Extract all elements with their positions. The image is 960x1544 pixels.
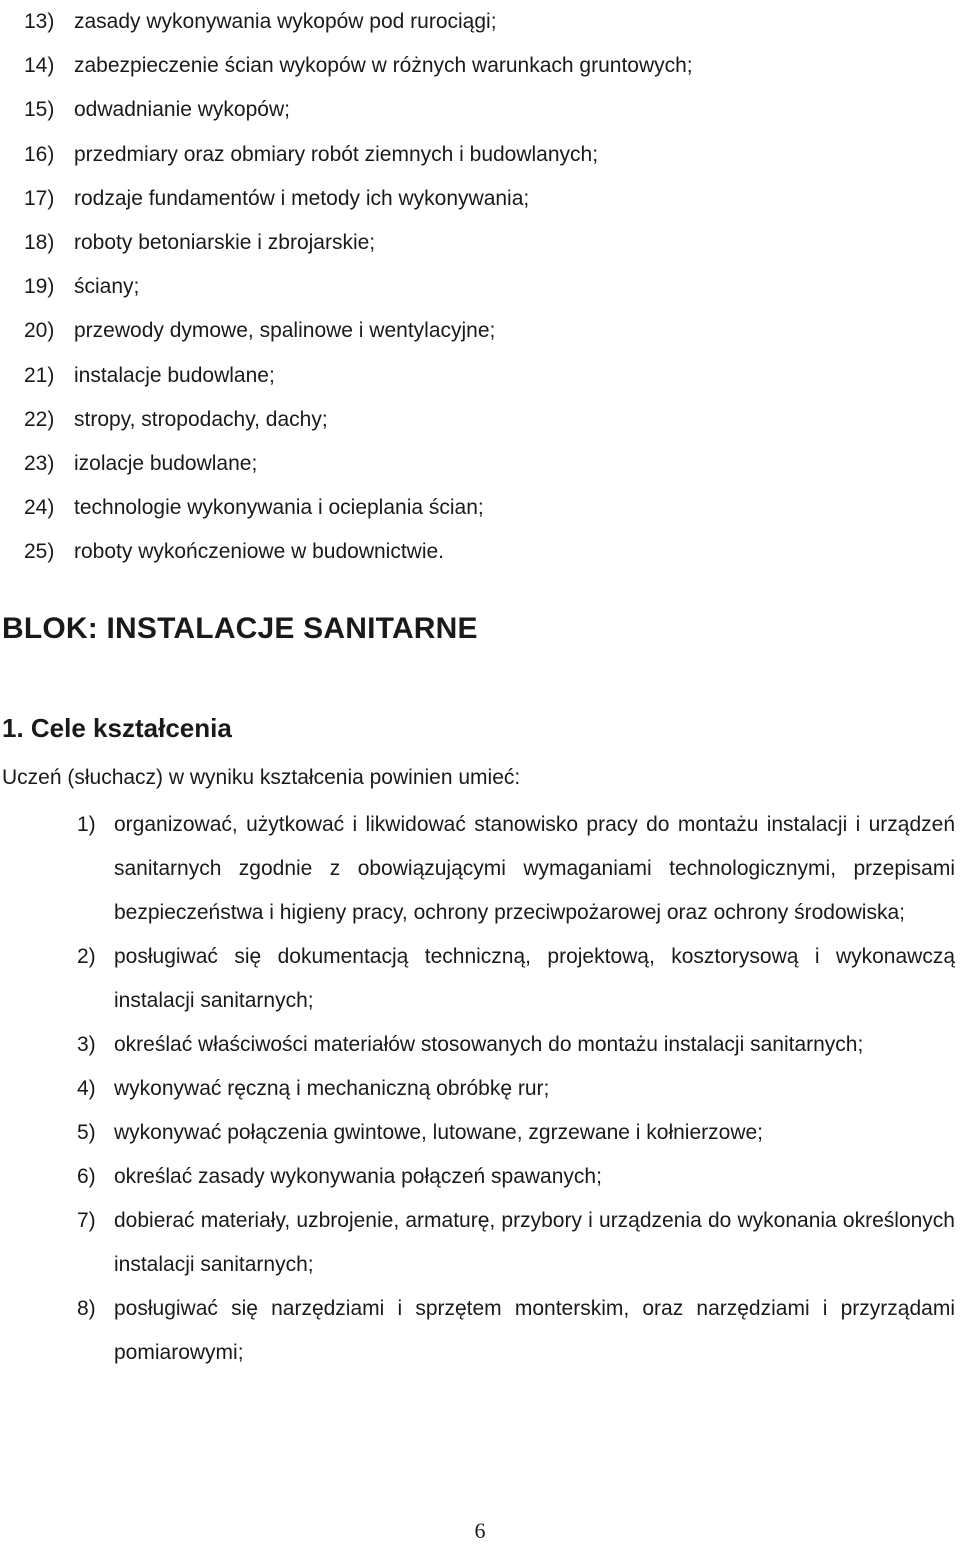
list-item-text: stropy, stropodachy, dachy;	[74, 407, 328, 431]
page-number: 6	[474, 1518, 486, 1543]
goal-item	[77, 935, 955, 1023]
topics-list	[24, 0, 693, 574]
goal-text: posługiwać się dokumentacją techniczną, projektową, kosztorysową i wykonawczą instalacji sanitarnych;	[114, 945, 955, 1012]
list-item-number: 20)	[24, 319, 55, 343]
goal-text: wykonywać połączenia gwintowe, lutowane, zgrzewane i kołnierzowe;	[114, 1121, 764, 1144]
goal-number: 8)	[77, 1297, 96, 1320]
block-heading: BLOK: INSTALACJE SANITARNE	[2, 612, 478, 645]
goal-text: wykonywać ręczną i mechaniczną obróbkę rur;	[114, 1077, 550, 1100]
list-item-number: 17)	[24, 186, 55, 210]
goals-list	[77, 803, 955, 1375]
list-item-text: izolacje budowlane;	[74, 451, 258, 475]
list-item	[24, 88, 693, 132]
list-item	[24, 0, 693, 44]
list-item-number: 16)	[24, 142, 55, 166]
goal-text: określać właściwości materiałów stosowanych do montażu instalacji sanitarnych;	[114, 1033, 864, 1056]
list-item-text: odwadnianie wykopów;	[74, 98, 290, 122]
goal-item	[77, 1287, 955, 1375]
goal-number: 5)	[77, 1121, 96, 1144]
list-item-number: 25)	[24, 540, 55, 564]
goal-item	[77, 1155, 955, 1199]
goal-number: 6)	[77, 1165, 96, 1188]
goal-text: posługiwać się narzędziami i sprzętem monterskim, oraz narzędziami i przyrządami pomiarowymi;	[114, 1297, 955, 1364]
list-item-text: roboty wykończeniowe w budownictwie.	[74, 540, 445, 564]
list-item-number: 24)	[24, 496, 55, 520]
list-item-text: technologie wykonywania i ocieplania ścian;	[74, 496, 484, 520]
list-item	[24, 354, 693, 398]
list-item	[24, 44, 693, 88]
goal-item	[77, 1111, 955, 1155]
list-item	[24, 442, 693, 486]
goal-text: organizować, użytkować i likwidować stanowisko pracy do montażu instalacji i urządzeń sanitarnych zgodnie z obowiązującymi wymaganiami technologicznymi, przepisami bezpieczeństwa i higieny pracy, ochrony przeciwpożarowej oraz ochrony środowiska;	[114, 813, 955, 924]
list-item-text: rodzaje fundamentów i metody ich wykonywania;	[74, 186, 530, 210]
list-item	[24, 133, 693, 177]
list-item-text: przewody dymowe, spalinowe i wentylacyjne;	[74, 319, 496, 343]
list-item-number: 13)	[24, 10, 55, 33]
list-item-text: roboty betoniarskie i zbrojarskie;	[74, 230, 376, 254]
list-item	[24, 265, 693, 309]
list-item	[24, 486, 693, 530]
list-item	[24, 221, 693, 265]
intro-paragraph: Uczeń (słuchacz) w wyniku kształcenia powinien umieć:	[2, 766, 521, 789]
list-item	[24, 398, 693, 442]
list-item-text: instalacje budowlane;	[74, 363, 275, 387]
list-item-number: 22)	[24, 407, 55, 431]
goal-item	[77, 803, 955, 935]
list-item	[24, 177, 693, 221]
list-item-number: 21)	[24, 363, 55, 387]
section-title: 1. Cele kształcenia	[2, 713, 232, 743]
goal-item	[77, 1023, 955, 1067]
goal-number: 4)	[77, 1077, 96, 1100]
goal-item	[77, 1067, 955, 1111]
list-item-number: 23)	[24, 451, 55, 475]
goal-text: określać zasady wykonywania połączeń spawanych;	[114, 1165, 602, 1188]
goal-number: 2)	[77, 945, 96, 968]
list-item-text: zasady wykonywania wykopów pod rurociągi;	[74, 10, 497, 33]
goal-number: 7)	[77, 1209, 96, 1232]
goal-item	[77, 1199, 955, 1287]
goal-number: 1)	[77, 813, 96, 836]
list-item	[24, 309, 693, 353]
list-item-number: 15)	[24, 98, 55, 122]
list-item	[24, 530, 693, 574]
list-item-number: 14)	[24, 54, 55, 78]
goal-number: 3)	[77, 1033, 96, 1056]
list-item-text: zabezpieczenie ścian wykopów w różnych warunkach gruntowych;	[74, 54, 693, 78]
list-item-number: 18)	[24, 230, 55, 254]
list-item-text: ściany;	[74, 275, 140, 299]
goal-text: dobierać materiały, uzbrojenie, armaturę, przybory i urządzenia do wykonania określonych instalacji sanitarnych;	[114, 1209, 955, 1276]
list-item-text: przedmiary oraz obmiary robót ziemnych i budowlanych;	[74, 142, 599, 166]
list-item-number: 19)	[24, 275, 55, 299]
